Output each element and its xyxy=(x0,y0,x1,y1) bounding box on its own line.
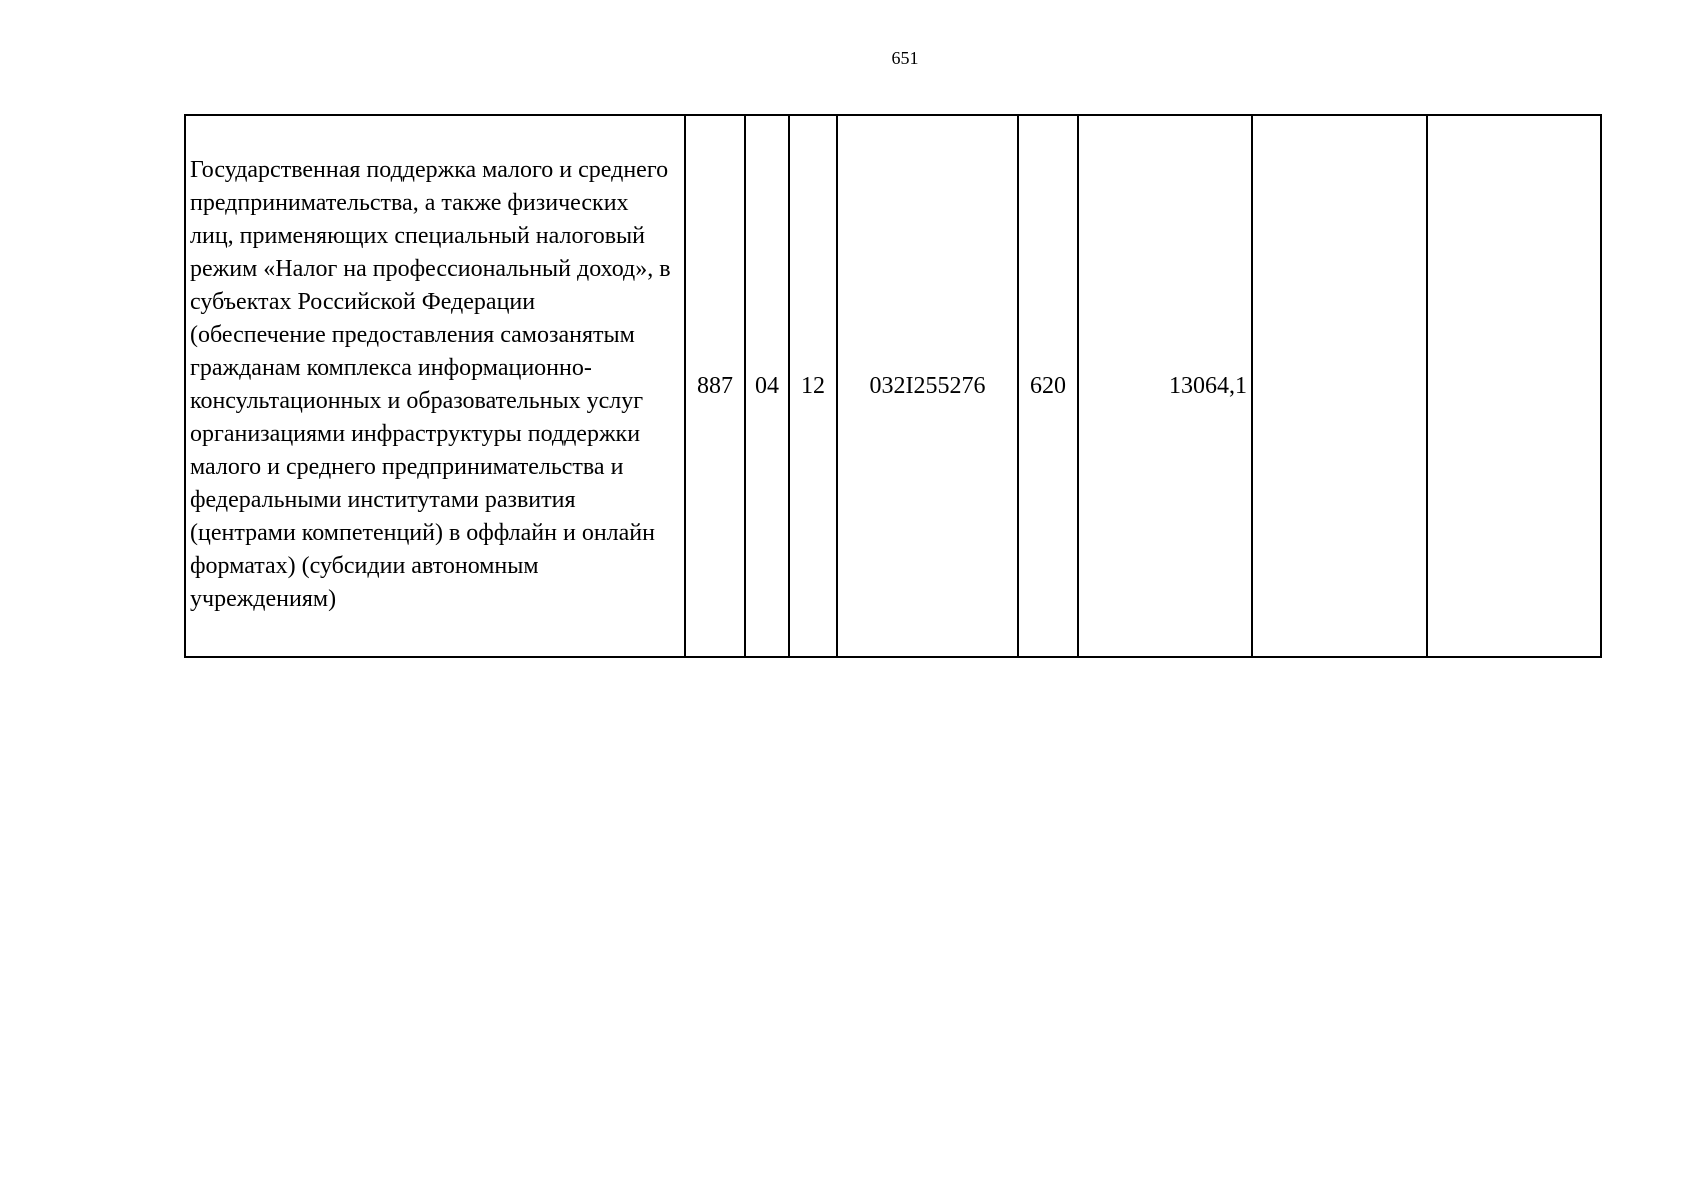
table-row xyxy=(185,115,1601,657)
section-code-cell: 04 xyxy=(745,115,789,657)
expense-type-cell: 620 xyxy=(1018,115,1078,657)
amount-cell-3 xyxy=(1427,115,1601,657)
subsection-code-cell: 12 xyxy=(789,115,837,657)
expense-name-cell: Государственная поддержка малого и среднего предпринимательства, а также физических лиц, применяющих специальный налоговый режим «Налог на профессиональный доход», в субъектах Российской Федерации (обеспечение предоставления самозанятым гражданам комплекса информационно-консультационных и образовательных услуг организациями инфраструктуры поддержки малого и среднего предпринимательства и федеральными институтами развития (центрами компетенций) в оффлайн и онлайн форматах) (субсидии автономным учреждениям) xyxy=(185,115,685,657)
amount-cell-2 xyxy=(1252,115,1427,657)
budget-table xyxy=(184,114,1602,658)
page-number: 651 xyxy=(891,48,919,68)
amount-cell-1: 13064,1 xyxy=(1078,115,1252,657)
target-article-cell: 032I255276 xyxy=(837,115,1018,657)
ministry-code-cell: 887 xyxy=(685,115,745,657)
